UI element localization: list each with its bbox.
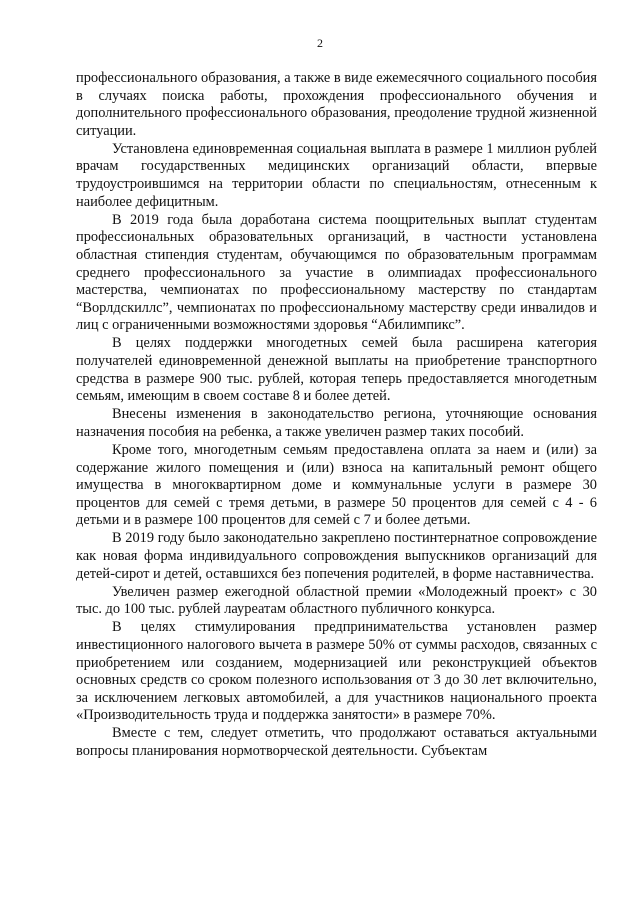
paragraph-continued: профессионального образования, а также в виде ежемесячного социального пособия в случаях поиска работы, прохождения профессионального обучения и дополнительного профессионального образования, преодоление трудной жизненной ситуации. <box>76 70 597 139</box>
paragraph-youth-project-award: Увеличен размер ежегодной областной премии «Молодежный проект» с 30 тыс. до 100 тыс. рублей лауреатам областного публичного конкурса. <box>76 583 597 618</box>
paragraph-student-scholarship: В 2019 года была доработана система поощрительных выплат студентам профессиональных образовательных организаций, в частности установлена областная стипендия студентам, обучающимся по образовательным программам среднего профессионального за участие в олимпиадах профессионального мастерства, чемпионатах по профессиональному мастерству по стандартам “Ворлдскиллс”, чемпионатах по профессиональному мастерству среди инвалидов и лиц с ограниченными возможностями здоровья “Абилимпикс”. <box>76 211 597 334</box>
paragraph-investment-tax-deduction: В целях стимулирования предпринимательства установлен размер инвестиционного налогового вычета в размере 50% от суммы расходов, связанных с приобретением или созданием, модернизацией или реконструкцией объектов основных средств со сроком полезного использования от 3 до 30 лет включительно, за исключением легковых автомобилей, а для участников национального проекта «Производительность труда и поддержка занятости» в размере 70%. <box>76 619 597 724</box>
paragraph-rulemaking-planning: Вместе с тем, следует отметить, что продолжают оставаться актуальными вопросы планирования нормотворческой деятельности. Субъектам <box>76 725 597 760</box>
paragraph-child-benefit: Внесены изменения в законодательство региона, уточняющие основания назначения пособия на ребенка, а также увеличен размер таких пособий. <box>76 406 597 440</box>
paragraph-large-families-vehicle: В целях поддержки многодетных семей была расширена категория получателей единовременной денежной выплаты на приобретение транспортного средства в размере 900 тыс. рублей, которая теперь предоставляется многодетным семьям, имеющим в своем составе 8 и более детей. <box>76 335 597 405</box>
page-number: 2 <box>317 36 323 50</box>
paragraph-doctor-payment: Установлена единовременная социальная выплата в размере 1 миллион рублей врачам государственных медицинских организаций области, впервые трудоустроившимся на территории области по специальностям, отнесенным к наиболее дефицитным. <box>76 140 597 210</box>
document-body <box>76 70 597 761</box>
paragraph-housing-payment: Кроме того, многодетным семьям предоставлена оплата за наем и (или) за содержание жилого помещения и (или) взноса на капитальный ремонт общего имущества в многоквартирном доме и коммунальные услуги в размере 30 процентов для семей с тремя детьми, в размере 50 процентов для семей с 4 - 6 детьми и в размере 100 процентов для семей с 7 и более детьми. <box>76 441 597 529</box>
paragraph-post-boarding-support: В 2019 году было законодательно закреплено постинтернатное сопровождение как новая форма индивидуального сопровождения выпускников организаций для детей-сирот и детей, оставшихся без попечения родителей, в форме наставничества. <box>76 530 597 582</box>
